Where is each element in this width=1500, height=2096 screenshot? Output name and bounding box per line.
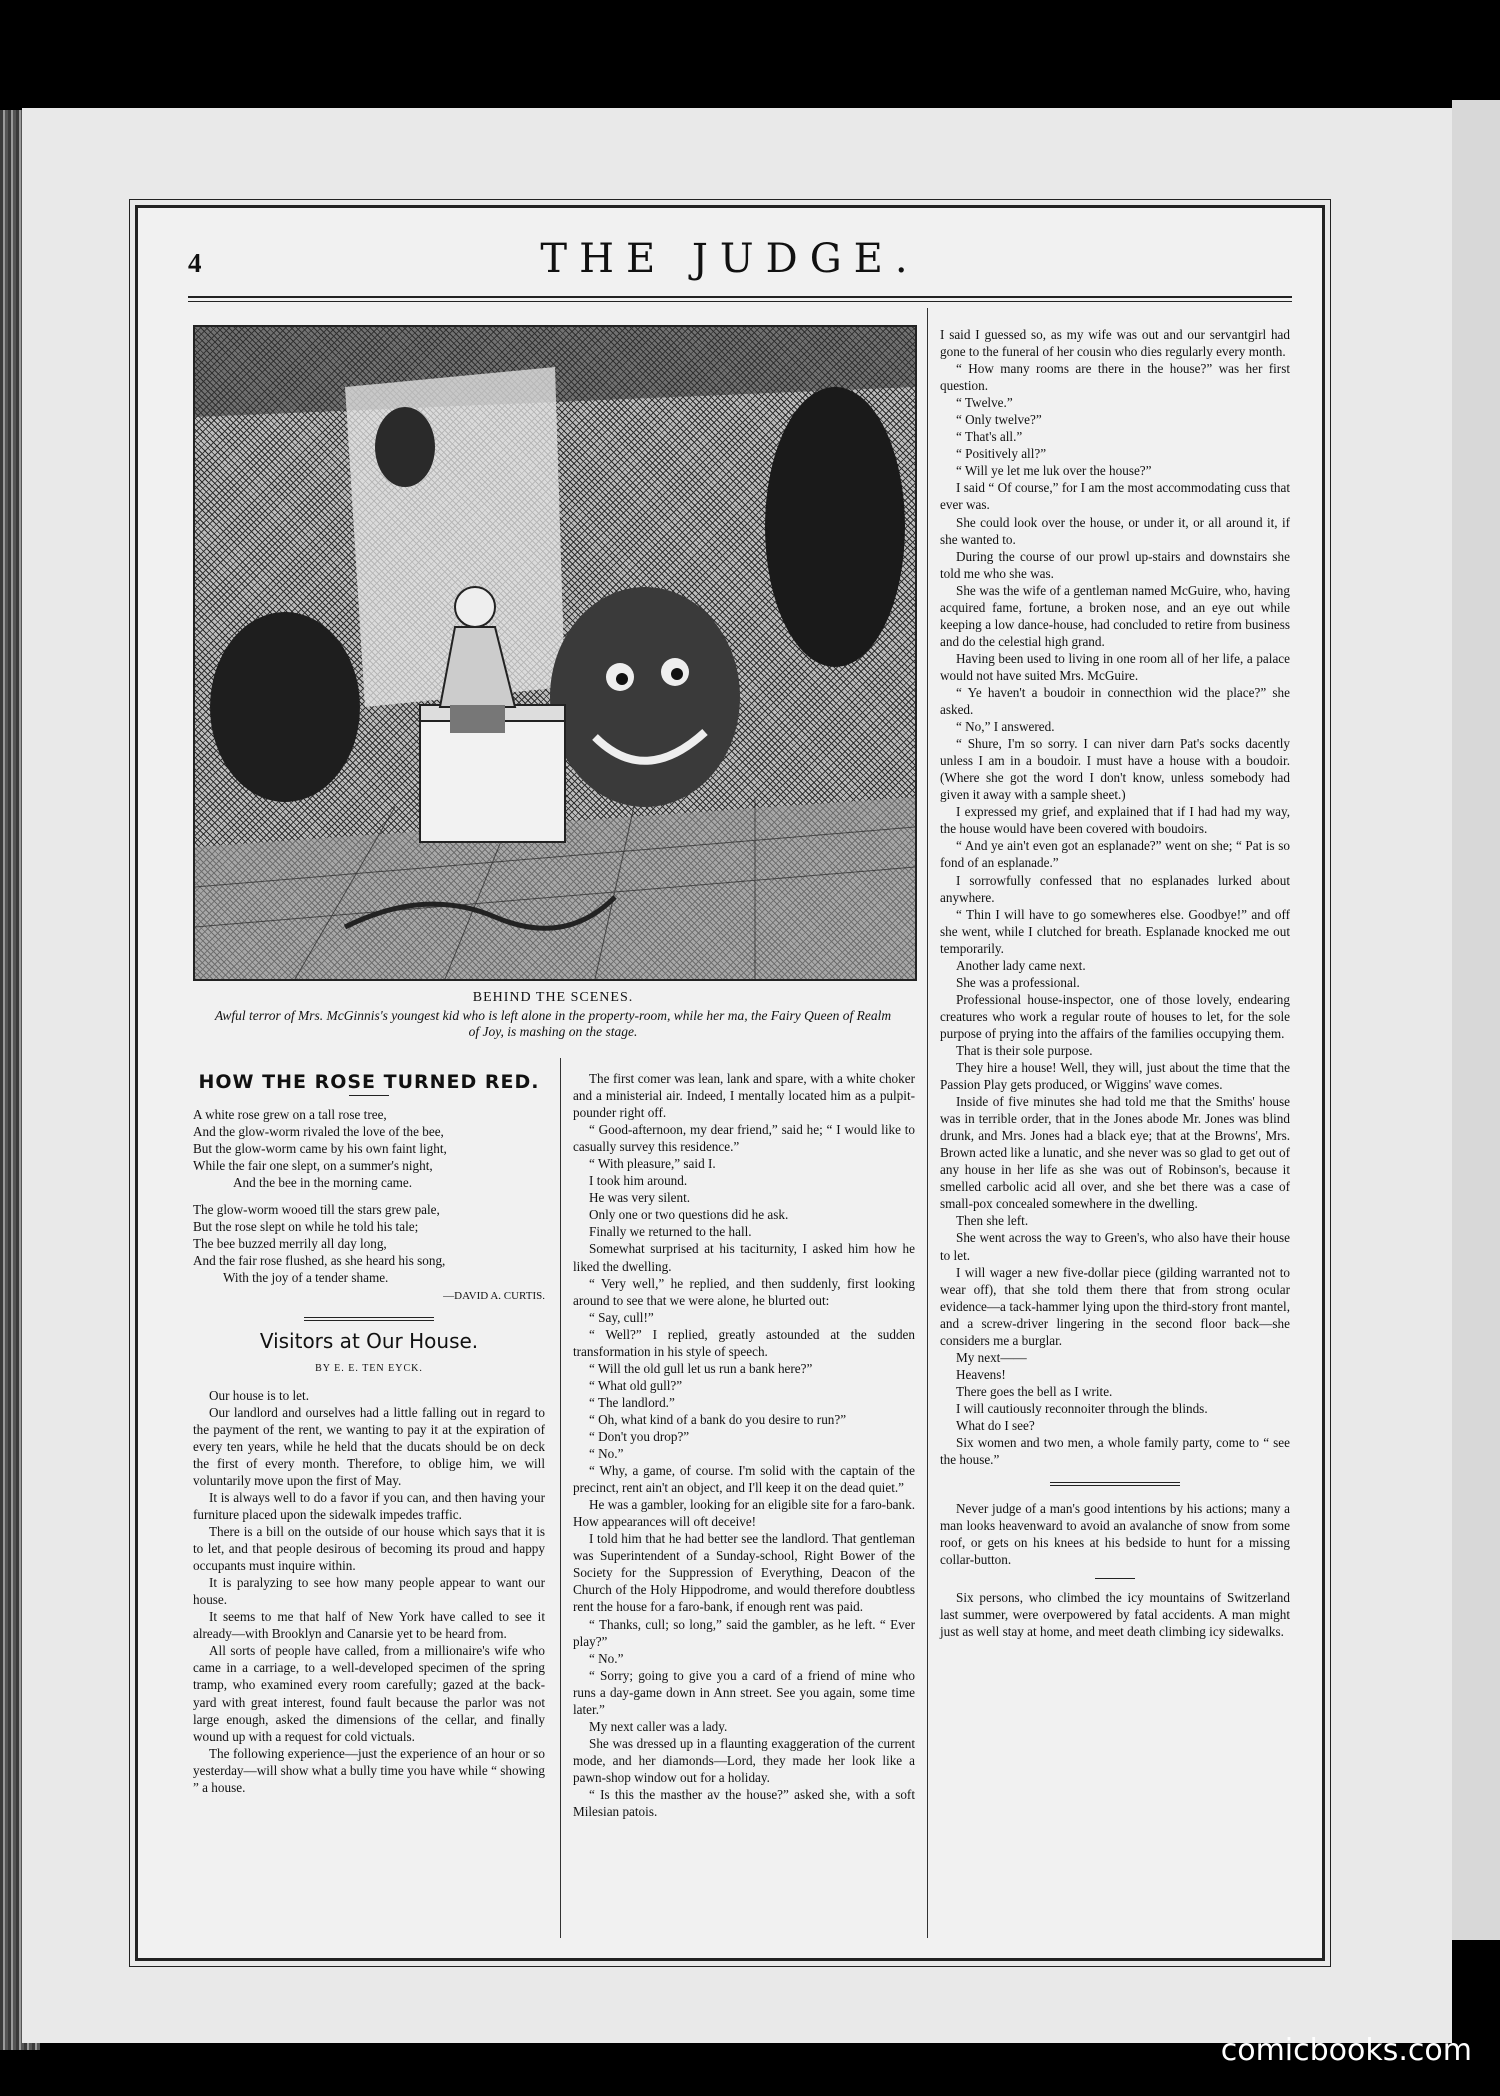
paragraph: “ Thin I will have to go somewheres else. Goodbye!” and off she went, while I clutched for breath. Esplanade knocked me out temporarily. [940,906,1290,956]
section-rule [1050,1482,1180,1486]
paragraph: “ Oh, what kind of a bank do you desire to run?” [589,1411,847,1427]
page-frame [135,205,1325,1961]
paragraph: They hire a house! Well, they will, just about the time that the Passion Play gets produced, or Wiggins' wave comes. [940,1060,1290,1093]
paragraph: I said “ Of course,” for I am the most accommodating cuss that ever was. [940,480,1290,513]
paragraph: “ Thanks, cull; so long,” said the gambler, as he left. “ Ever play?” [573,1616,915,1649]
paragraph: “ Twelve.” [956,395,1013,411]
paragraph: “ No.” [589,1446,624,1462]
paragraph: “ Good-afternoon, my dear friend,” said he; “ I would like to casually survey this residence.” [573,1122,915,1155]
header-rule [188,296,1292,302]
column-2 [573,1070,915,1820]
paragraph: “ Will ye let me luk over the house?” [956,463,1152,479]
masthead: THE JUDGE. [540,236,920,282]
paragraph: Heavens! [956,1366,1006,1382]
paragraph: “ Only twelve?” [956,412,1042,428]
paragraph: That is their sole purpose. [956,1042,1093,1058]
section-rule [304,1317,434,1321]
paragraph: During the course of our prowl up-stairs and downstairs she told me who she was. [940,548,1290,581]
paragraph: I will cautiously reconnoiter through the blinds. [956,1400,1208,1416]
poem-title: HOW THE ROSE TURNED RED. [198,1071,540,1093]
paragraph: He was very silent. [589,1190,691,1206]
paragraph: “ Well?” I replied, greatly astounded at the sudden transformation in his style of speech. [573,1326,915,1359]
paragraph: Somewhat surprised at his taciturnity, I asked him how he liked the dwelling. [573,1241,915,1274]
poem-line: But the rose slept on while he told his tale; [193,1219,419,1235]
poem-line: With the joy of a tender shame. [223,1270,389,1286]
paragraph: What do I see? [956,1418,1035,1433]
paragraph: Our house is to let. [209,1387,309,1403]
paragraph: “ Very well,” he replied, and then suddenly, first looking around to see that we were alone, he blurted out: [573,1275,915,1308]
paragraph: “ Why, a game, of course. I'm solid with the captain of the precinct, rent ain't an object, and I'll keep it on the dead quiet.” [573,1463,915,1496]
paragraph: Having been used to living in one room all of her life, a palace would not have suited Mrs. McGuire. [940,650,1290,683]
paragraph: She was a professional. [956,974,1080,990]
poem-line: And the bee in the morning came. [233,1175,413,1191]
six-persons-paragraph: Six persons, who climbed the icy mountains of Switzerland last summer, were overpowered by fatal accidents. A man might just as well stay at home, and meet death climbing icy sidewalks. [940,1590,1290,1640]
paragraph: “ And ye ain't even got an esplanade?” went on she; “ Pat is so fond of an esplanade.” [940,838,1290,871]
poem-rule [349,1095,389,1096]
paragraph: “ Shure, I'm so sorry. I can niver darn Pat's socks dacently unless I am in a boudoir. I must have a house with a boudoir. (Where she got the word I don't know, unless somebody had given it away with a sample sheet.) [940,736,1290,803]
paragraph: My next—— [956,1349,1027,1365]
paragraph: She was the wife of a gentleman named McGuire, who, having acquired fame, fortune, a broken nose, and an eye out while keeping a low dance-house, had concluded to retire from business and do the celestial high grand. [940,582,1290,649]
paragraph: She could look over the house, or under it, or all around it, if she wanted to. [940,514,1290,547]
page-number: 4 [188,248,202,278]
illustration-drawing [195,327,915,979]
paragraph: Inside of five minutes she had told me that the Smiths' house was in terrible order, that in the Jones abode Mr. Jones was blind drunk, and Mrs. Jones had a black eye; that at the Browns', Mrs. Brown acted like a lunatic, and she never was so glad to get out of any house in her life as she was out of Robinson's, because it smelled carbolic acid all over, and she bet there was a case of small-pox concealed somewhere in the dwelling. [940,1094,1290,1212]
illustration-caption: Awful terror of Mrs. McGinnis's youngest kid who is left alone in the property-room, while her ma, the Fairy Queen of Realm of Joy, is mashing on the stage. [214,1008,892,1039]
poem-line: While the fair one slept, on a summer's night, [193,1158,433,1174]
paragraph: Professional house-inspector, one of those lovely, endearing creatures who work a regular route of houses to let, for the sole purpose of prying into the affairs of the families occupying them. [940,991,1290,1041]
poem-line: And the fair rose flushed, as she heard his song, [193,1253,446,1269]
paragraph: I took him around. [589,1173,688,1189]
paragraph: “ Ye haven't a boudoir in connecthion wid the place?” she asked. [940,684,1290,718]
article-title: Visitors at Our House. [259,1328,479,1353]
poem-line: The glow-worm wooed till the stars grew pale, [193,1202,440,1218]
paragraph: “ How many rooms are there in the house?” was her first question. [940,361,1290,394]
section-rule [1095,1578,1135,1579]
paragraph: The following experience—just the experience of an hour or so yesterday—will show what a bully time you have while “ showing ” a house. [193,1745,545,1795]
next-page-edge [1452,100,1500,1940]
column-rule-2 [927,308,928,1938]
paragraph: “ Will the old gull let us run a bank here?” [589,1360,813,1376]
article-byline: BY E. E. TEN EYCK. [315,1362,423,1374]
paragraph: There goes the bell as I write. [956,1383,1113,1399]
paragraph: “ No,” I answered. [956,719,1055,735]
paragraph: Our landlord and ourselves had a little falling out in regard to the payment of the rent, we wanting to pay it at the expiration of every ten years, while he held that the ducats should be on deck the first of every month. Therefore, to oblige him, we will voluntarily move upon the first of May. [193,1404,545,1488]
paragraph: I sorrowfully confessed that no esplanades lurked about anywhere. [940,872,1290,905]
paragraph: “ What old gull?” [589,1377,683,1393]
watermark: comicbooks.com [1220,2033,1472,2068]
paragraph: She went across the way to Green's, who also have their house to let. [940,1230,1290,1263]
paragraph: It is always well to do a favor if you can, and then having your furniture placed upon the sidewalk impedes traffic. [193,1489,545,1522]
poem [193,1106,545,1286]
column-3 [940,326,1290,1640]
paragraph: Six women and two men, a whole family party, come to “ see the house.” [940,1435,1290,1468]
paragraph: I said I guessed so, as my wife was out and our servantgirl had gone to the funeral of her cousin who dies regularly every month. [940,327,1290,360]
paragraph: “ Sorry; going to give you a card of a friend of mine who runs a day-game down in Ann street. See you again, some time later.” [573,1667,915,1717]
paragraph: “ The landlord.” [589,1394,675,1410]
paragraph: There is a bill on the outside of our house which says that it is to let, and that people desirous of becoming its proud and happy occupants must inquire within. [193,1524,545,1574]
paragraph: I told him that he had better see the landlord. That gentleman was Superintendent of a Sunday-school, Right Bower of the Society for the Suppression of Everything, Deacon of the Church of the Holy Hippodrome, and would therefore doubtless rent the house for a faro-bank, if enough rent was paid. [573,1531,915,1615]
poem-line: The bee buzzed merrily all day long, [193,1236,387,1252]
paragraph: Only one or two questions did he ask. [589,1207,789,1223]
poem-line: And the glow-worm rivaled the love of the bee, [193,1124,444,1140]
paragraph: It is paralyzing to see how many people appear to want our house. [193,1575,545,1608]
paragraph: “ That's all.” [956,429,1023,445]
paragraph: She was dressed up in a flaunting exaggeration of the current mode, and her diamonds—Lord, they made her look like a pawn-shop window out for a holiday. [573,1735,915,1785]
paragraph: I will wager a new five-dollar piece (gilding warranted not to wear off), that she told them there that from strong ocular evidence—a tack-hammer lying upon the third-story front mantel, and a screw-driver lingering in the second floor back—she considers me a burglar. [940,1264,1290,1348]
poem-line: But the glow-worm came by his own faint light, [193,1141,447,1157]
paragraph: My next caller was a lady. [589,1718,728,1734]
poem-author: —DAVID A. CURTIS. [443,1289,545,1302]
paragraph: All sorts of people have called, from a millionaire's wife who came in a carriage, to a well-developed specimen of the spring tramp, who examined every room carefully; gazed at the back-yard with great interest, found fault because the parlor was not large enough, asked the dimensions of the cellar, and finally wound up with a request for cold victuals. [193,1643,545,1744]
paragraph: Then she left. [956,1213,1029,1229]
column-rule-1 [560,1058,561,1938]
behind-the-scenes-illustration [193,325,917,981]
poem-line: A white rose grew on a tall rose tree, [193,1107,387,1123]
paragraph: “ Positively all?” [956,446,1047,462]
paragraph: It seems to me that half of New York have called to see it already—with Brooklyn and Canarsie yet to be heard from. [193,1609,545,1642]
paragraph: “ With pleasure,” said I. [589,1156,716,1172]
paragraph: “ No.” [589,1650,624,1666]
paragraph: “ Don't you drop?” [589,1428,690,1444]
paragraph: Finally we returned to the hall. [589,1224,752,1240]
column-1 [193,1070,545,1796]
paragraph: “ Say, cull!” [589,1309,654,1325]
paragraph: The first comer was lean, lank and spare, with a white choker and a ministerial air. Indeed, I mentally located him as a pulpit-pounder right off. [573,1071,915,1121]
paragraph: He was a gambler, looking for an eligible site for a faro-bank. How appearances will oft deceive! [573,1497,915,1530]
never-judge-paragraph: Never judge of a man's good intentions by his actions; many a man looks heavenward to avoid an avalanche of snow from some roof, or gets on his knees at his bedside to hunt for a missing collar-button. [940,1501,1290,1568]
paragraph: I expressed my grief, and explained that if I had had my way, the house would have been covered with boudoirs. [940,804,1290,837]
illustration-caption-title: BEHIND THE SCENES. [472,990,634,1005]
paragraph: Another lady came next. [956,957,1086,973]
paragraph: “ Is this the masther av the house?” asked she, with a soft Milesian patois. [573,1786,915,1820]
